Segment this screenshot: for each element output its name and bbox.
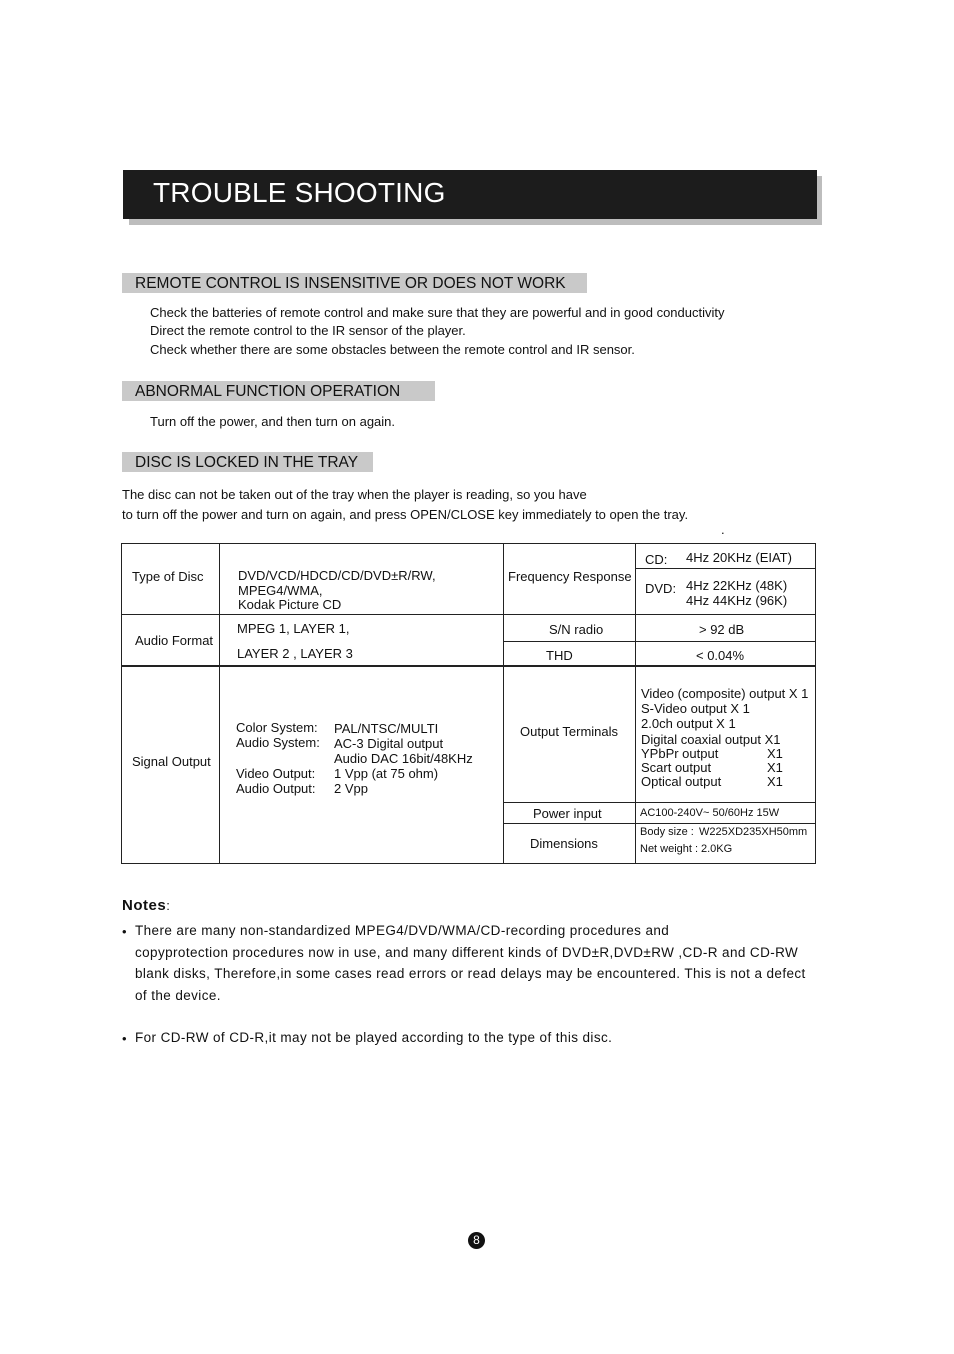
- disc-locked-line-1: The disc can not be taken out of the tray when the player is reading, so you have: [122, 487, 587, 502]
- audio-output-label: Audio Output:: [236, 781, 316, 796]
- output-terminal-2: S-Video output X 1: [641, 701, 750, 716]
- page-title: TROUBLE SHOOTING: [153, 177, 446, 208]
- dvd-frequency-value-2: 4Hz 44KHz (96K): [686, 593, 788, 608]
- cd-frequency-value: 4Hz 20KHz (EIAT): [686, 550, 792, 565]
- type-of-disc-label: Type of Disc: [132, 569, 204, 584]
- cd-label: CD:: [645, 552, 668, 567]
- dimensions-label: Dimensions: [530, 836, 598, 851]
- audio-format-value-1: MPEG 1, LAYER 1,: [237, 621, 350, 636]
- output-terminals-label: Output Terminals: [520, 724, 619, 739]
- thd-value: < 0.04%: [696, 648, 745, 663]
- note-bullet-1: •: [122, 924, 127, 939]
- output-terminal-7: Optical output: [641, 774, 722, 789]
- output-terminal-1: Video (composite) output X 1: [641, 686, 809, 701]
- body-size-label: Body size :: [640, 826, 694, 838]
- disc-locked-line-2: to turn off the power and turn on again, and press OPEN/CLOSE key immediately to open the tray.: [122, 507, 689, 522]
- thd-label: THD: [546, 648, 573, 663]
- sn-ratio-value: > 92 dB: [699, 622, 745, 637]
- audio-dac-value: Audio DAC 16bit/48KHz: [334, 751, 473, 766]
- remote-control-line-2: Direct the remote control to the IR sensor of the player.: [150, 323, 466, 338]
- net-weight-label: Net weight :: [640, 843, 699, 855]
- output-terminal-4: Digital coaxial output X1: [641, 732, 781, 747]
- audio-format-label: Audio Format: [135, 633, 214, 648]
- output-terminal-3: 2.0ch output X 1: [641, 716, 736, 731]
- note-2: For CD-RW of CD-R,it may not be played according to the type of this disc.: [135, 1030, 613, 1045]
- body-size-value: W225XD235XH50mm: [699, 826, 808, 838]
- power-input-value: AC100-240V~ 50/60Hz 15W: [640, 807, 780, 819]
- output-terminal-5-qty: X1: [767, 746, 783, 761]
- frequency-response-label: Frequency Response: [508, 569, 632, 584]
- color-system-value: PAL/NTSC/MULTI: [334, 721, 439, 736]
- power-input-label: Power input: [533, 806, 602, 821]
- output-terminal-5: YPbPr output: [641, 746, 719, 761]
- abnormal-function-line-1: Turn off the power, and then turn on again.: [150, 414, 396, 429]
- notes-title: Notes:: [122, 897, 171, 914]
- note-1: There are many non-standardized MPEG4/DVD/WMA/CD-recording procedures and copyprotection procedures now in use, and many different kinds of DVD±R,DVD±RW ,CD-R and CD-RW blank disks, Therefore,in some cases read errors or read delays may be encountered. This is not a defect of the device.: [135, 923, 806, 1003]
- audio-system-value: AC-3 Digital output: [334, 736, 444, 751]
- color-system-label: Color System:: [236, 720, 318, 735]
- remote-control-line-1: Check the batteries of remote control and make sure that they are powerful and in good conductivity: [150, 305, 725, 320]
- audio-format-value-2: LAYER 2 , LAYER 3: [237, 646, 353, 661]
- video-output-value: 1 Vpp (at 75 ohm): [334, 766, 439, 781]
- net-weight-value: 2.0KG: [701, 843, 733, 855]
- sn-ratio-label: S/N radio: [549, 622, 604, 637]
- output-terminal-7-qty: X1: [767, 774, 783, 789]
- audio-system-label: Audio System:: [236, 735, 320, 750]
- note-bullet-2: •: [122, 1031, 127, 1046]
- type-of-disc-value-1: DVD/VCD/HDCD/CD/DVD±R/RW,: [238, 568, 436, 583]
- signal-output-label: Signal Output: [132, 754, 211, 769]
- type-of-disc-value-3: Kodak Picture CD: [238, 597, 342, 612]
- video-output-label: Video Output:: [236, 766, 316, 781]
- output-terminal-6-qty: X1: [767, 760, 783, 775]
- dvd-frequency-value-1: 4Hz 22KHz (48K): [686, 578, 788, 593]
- remote-control-line-3: Check whether there are some obstacles between the remote control and IR sensor.: [150, 342, 635, 357]
- section-heading-disc-locked: DISC IS LOCKED IN THE TRAY: [122, 452, 373, 472]
- output-terminal-6: Scart output: [641, 760, 712, 775]
- stray-dot: .: [721, 522, 725, 537]
- page-number: 8: [468, 1232, 485, 1249]
- section-heading-abnormal-function: ABNORMAL FUNCTION OPERATION: [122, 381, 435, 401]
- section-heading-remote-control: REMOTE CONTROL IS INSENSITIVE OR DOES NOT WORK: [122, 273, 587, 293]
- audio-output-value: 2 Vpp: [334, 781, 368, 796]
- dvd-label: DVD:: [645, 581, 677, 596]
- type-of-disc-value-2: MPEG4/WMA,: [238, 583, 323, 598]
